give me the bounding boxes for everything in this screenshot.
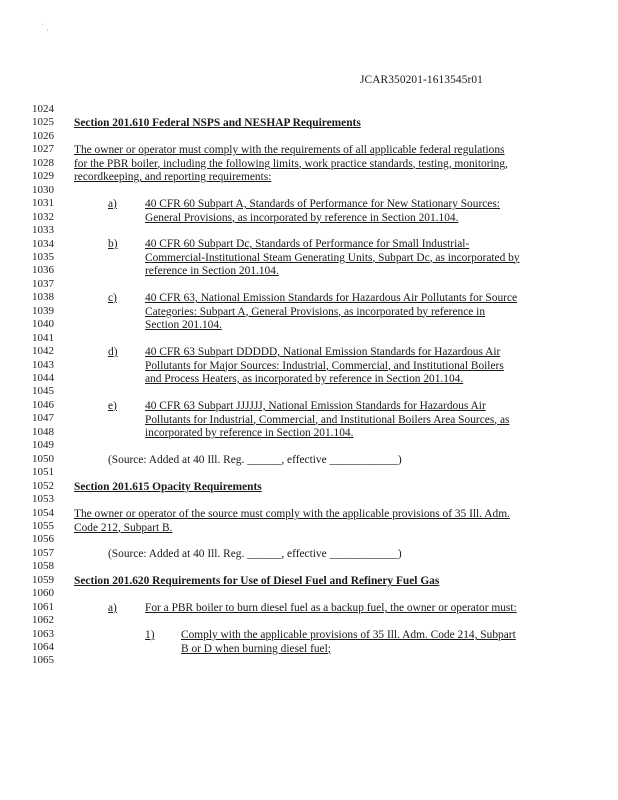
line-number: 1056 [32, 533, 54, 546]
section-620-a-text: For a PBR boiler to burn diesel fuel as a backup fuel, the owner or operator must: [145, 602, 517, 614]
item-c-text: Categories: Subpart A, General Provisions, as incorporated by reference in [145, 305, 486, 318]
item-a-label: a) [108, 198, 117, 210]
line-number: 1051 [32, 466, 54, 479]
line-number: 1065 [32, 654, 54, 667]
line-number: 1040 [32, 318, 54, 331]
line-number: 1060 [32, 587, 54, 600]
line-number: 1062 [32, 614, 54, 627]
line-number: 1035 [32, 250, 54, 263]
item-c-text: 40 CFR 63, National Emission Standards for Hazardous Air Pollutants for Source [145, 292, 518, 304]
section-620-heading: Section 201.620 Requirements for Use of Diesel Fuel and Refinery Fuel Gas [74, 575, 440, 587]
item-a-text: 40 CFR 60 Subpart A, Standards of Performance for New Stationary Sources: [145, 198, 500, 210]
line-number: 1039 [32, 304, 54, 317]
line-number: 1031 [32, 197, 54, 210]
corner-mark: ′ , [42, 22, 49, 32]
section-610-intro-line: recordkeeping, and reporting requirements: [74, 171, 272, 183]
item-b-text: 40 CFR 60 Subpart Dc, Standards of Performance for Small Industrial- [145, 238, 470, 250]
item-d-text: 40 CFR 63 Subpart DDDDD, National Emission Standards for Hazardous Air [145, 346, 501, 358]
item-a-text: General Provisions, as incorporated by reference in Section 201.104. [145, 211, 459, 224]
line-number: 1030 [32, 183, 54, 196]
line-number: 1024 [32, 103, 54, 115]
line-number: 1053 [32, 493, 54, 506]
line-number: 1037 [32, 277, 54, 290]
line-number: 1063 [32, 627, 54, 640]
section-610-intro-line: The owner or operator must comply with the requirements of all applicable federal regulations [74, 144, 505, 156]
line-number: 1045 [32, 385, 54, 398]
line-number: 1025 [32, 116, 54, 129]
section-615-body-line: Code 212, Subpart B. [74, 521, 173, 534]
document-id: JCAR350201-1613545r01 [360, 74, 483, 86]
line-number: 1043 [32, 358, 54, 371]
section-615-source-note: (Source: Added at 40 Ill. Reg. ______, effective ____________) [108, 548, 402, 560]
line-number: 1033 [32, 224, 54, 237]
line-number: 1050 [32, 452, 54, 465]
item-c-label: c) [108, 292, 117, 304]
line-number: 1032 [32, 210, 54, 223]
line-number: 1036 [32, 264, 54, 277]
line-number: 1042 [32, 345, 54, 358]
line-number: 1046 [32, 398, 54, 411]
line-number: 1054 [32, 506, 54, 519]
line-number: 1064 [32, 641, 54, 653]
line-number: 1026 [32, 129, 54, 142]
item-e-text: 40 CFR 63 Subpart JJJJJJ, National Emission Standards for Hazardous Air [145, 400, 486, 412]
line-number: 1049 [32, 439, 54, 452]
section-610-heading: Section 201.610 Federal NSPS and NESHAP Requirements [74, 117, 361, 129]
line-number: 1059 [32, 573, 54, 586]
item-b-text: reference in Section 201.104. [145, 265, 279, 277]
section-620-sub1-text: Comply with the applicable provisions of 35 Ill. Adm. Code 214, Subpart [181, 629, 516, 641]
section-610-source-note: (Source: Added at 40 Ill. Reg. ______, effective ____________) [108, 454, 402, 466]
line-number: 1057 [32, 546, 54, 559]
item-b-label: b) [108, 238, 118, 250]
item-e-text: Pollutants for Industrial, Commercial, and Institutional Boilers Area Sources, as [145, 413, 510, 426]
line-number: 1048 [32, 425, 54, 438]
line-number: 1034 [32, 237, 54, 250]
line-number: 1055 [32, 519, 54, 532]
line-number: 1038 [32, 291, 54, 304]
section-615-body-line: The owner or operator of the source must comply with the applicable provisions of 35 Ill. Adm. [74, 508, 510, 520]
item-d-label: d) [108, 346, 118, 358]
section-615-heading: Section 201.615 Opacity Requirements [74, 481, 262, 493]
line-number: 1027 [32, 143, 54, 156]
section-620-a-label: a) [108, 602, 117, 614]
section-610-intro-line: for the PBR boiler, including the following limits, work practice standards, testing, monitoring, [74, 157, 508, 170]
line-number: 1061 [32, 600, 54, 613]
item-d-text: and Process Heaters, as incorporated by reference in Section 201.104. [145, 373, 464, 385]
item-c-text: Section 201.104. [145, 319, 222, 331]
line-number: 1028 [32, 156, 54, 169]
line-number: 1044 [32, 372, 54, 384]
item-b-text: Commercial-Institutional Steam Generating Units, Subpart Dc, as incorporated by [145, 251, 520, 264]
section-620-sub1-text: B or D when burning diesel fuel; [181, 642, 331, 655]
line-number: 1052 [32, 479, 54, 492]
item-d-text: Pollutants for Major Sources: Industrial, Commercial, and Institutional Boilers [145, 359, 504, 372]
section-620-sub1-label: 1) [145, 629, 155, 641]
line-number: 1047 [32, 412, 54, 425]
line-number: 1041 [32, 331, 54, 344]
item-e-label: e) [108, 400, 117, 412]
line-number: 1058 [32, 560, 54, 573]
line-number: 1029 [32, 170, 54, 183]
item-e-text: incorporated by reference in Section 201.104. [145, 427, 354, 439]
